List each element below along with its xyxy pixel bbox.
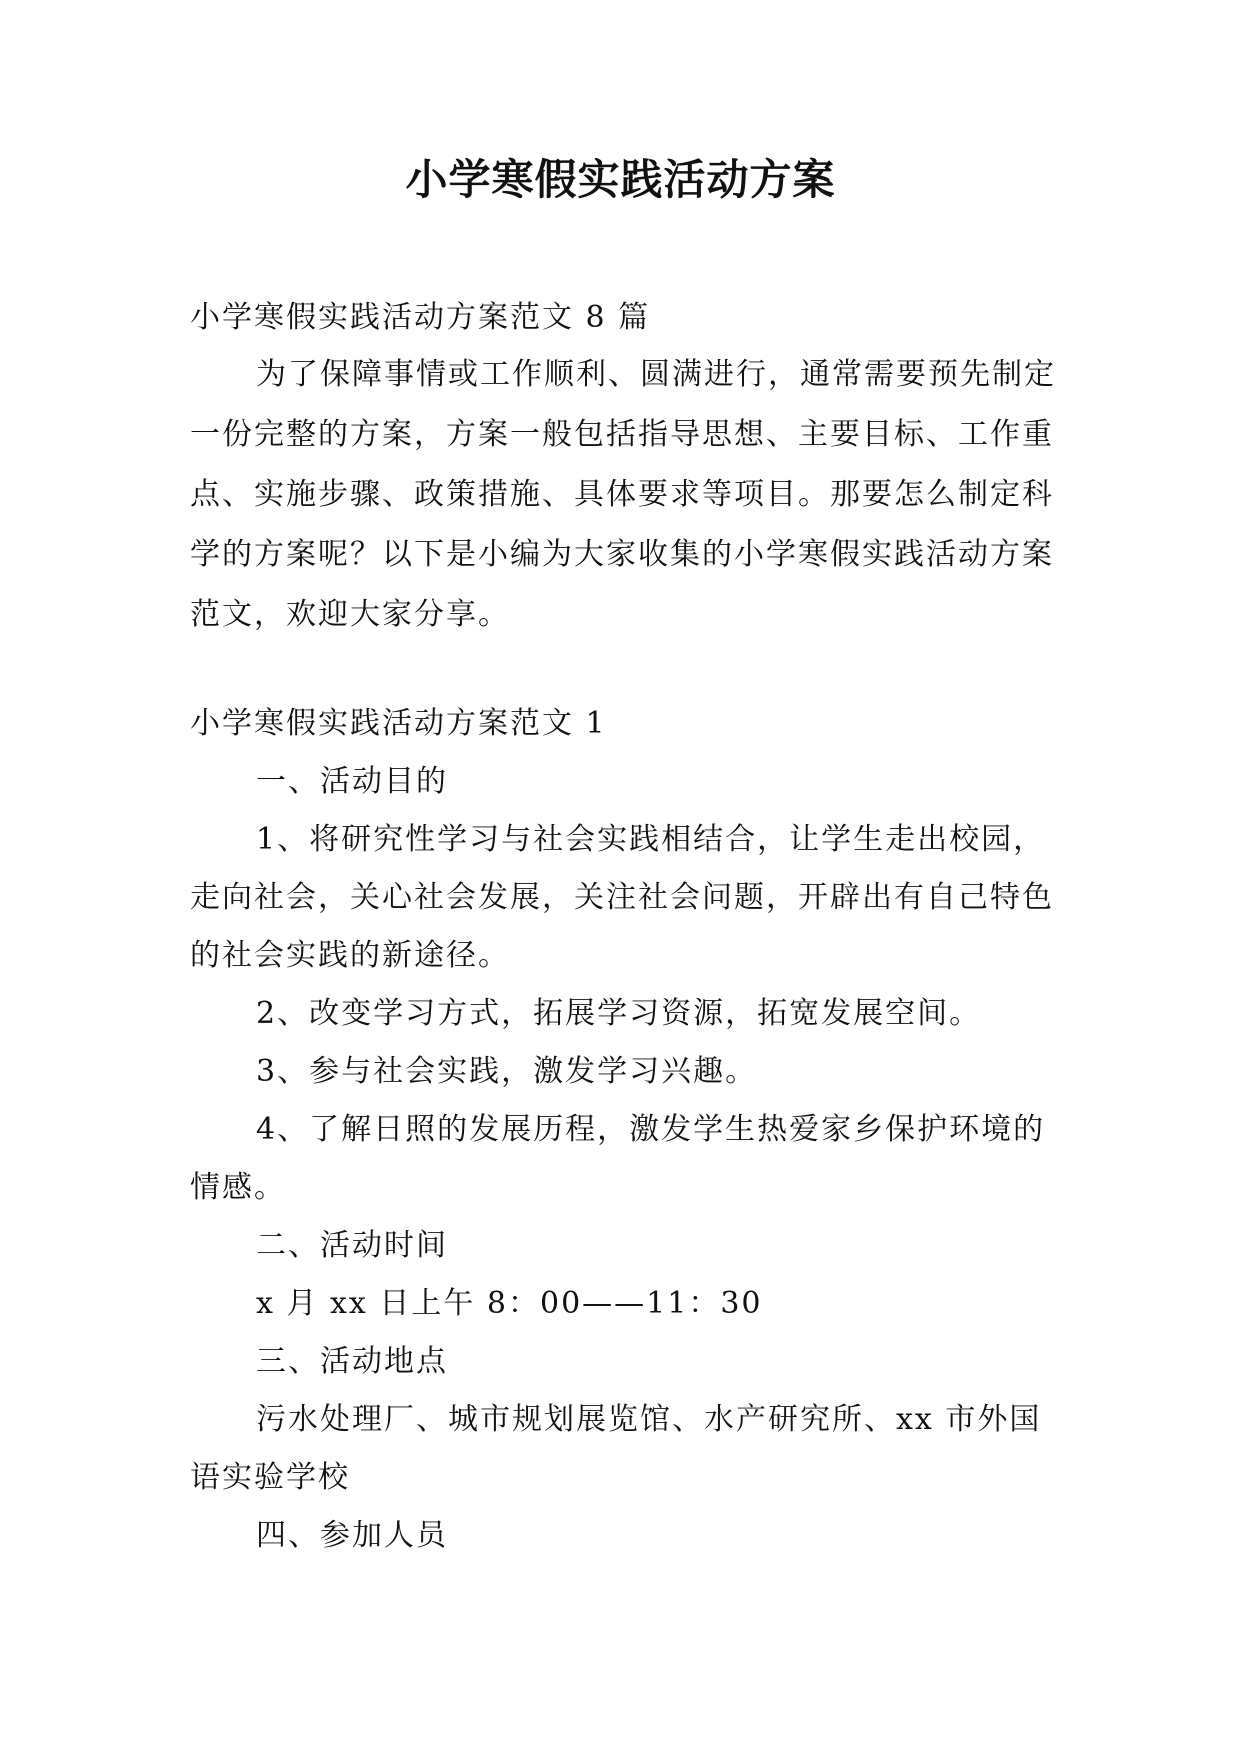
article-section	[190, 695, 1060, 1565]
intro-heading: 小学寒假实践活动方案范文 8 篇	[190, 300, 651, 335]
activity-time: x 月 xx 日上午 8：00——11：30	[256, 1286, 763, 1321]
section-title-time: 二、活动时间	[256, 1228, 448, 1263]
section-title-participants: 四、参加人员	[256, 1518, 448, 1553]
section-title-purpose: 一、活动目的	[256, 764, 448, 799]
goal-item-2: 2、改变学习方式，拓展学习资源，拓宽发展空间。	[256, 996, 982, 1031]
intro-paragraph: 为了保障事情或工作顺利、圆满进行，通常需要预先制定一份完整的方案，方案一般包括指导思想、主要目标、工作重点、实施步骤、政策措施、具体要求等项目。那要怎么制定科学的方案呢？以下是小编为大家收集的小学寒假实践活动方案范文，欢迎大家分享。	[190, 357, 1056, 632]
activity-location: 污水处理厂、城市规划展览馆、水产研究所、xx 市外国语实验学校	[190, 1402, 1042, 1495]
goal-item-3: 3、参与社会实践，激发学习兴趣。	[256, 1054, 758, 1089]
goal-item-1: 1、将研究性学习与社会实践相结合，让学生走出校园，走向社会，关心社会发展，关注社会问题，开辟出有自己特色的社会实践的新途径。	[190, 822, 1054, 973]
goal-item-4: 4、了解日照的发展历程，激发学生热爱家乡保护环境的情感。	[190, 1112, 1046, 1205]
section-title-location: 三、活动地点	[256, 1344, 448, 1379]
article-heading: 小学寒假实践活动方案范文 1	[190, 706, 607, 741]
document-title: 小学寒假实践活动方案	[405, 155, 836, 204]
